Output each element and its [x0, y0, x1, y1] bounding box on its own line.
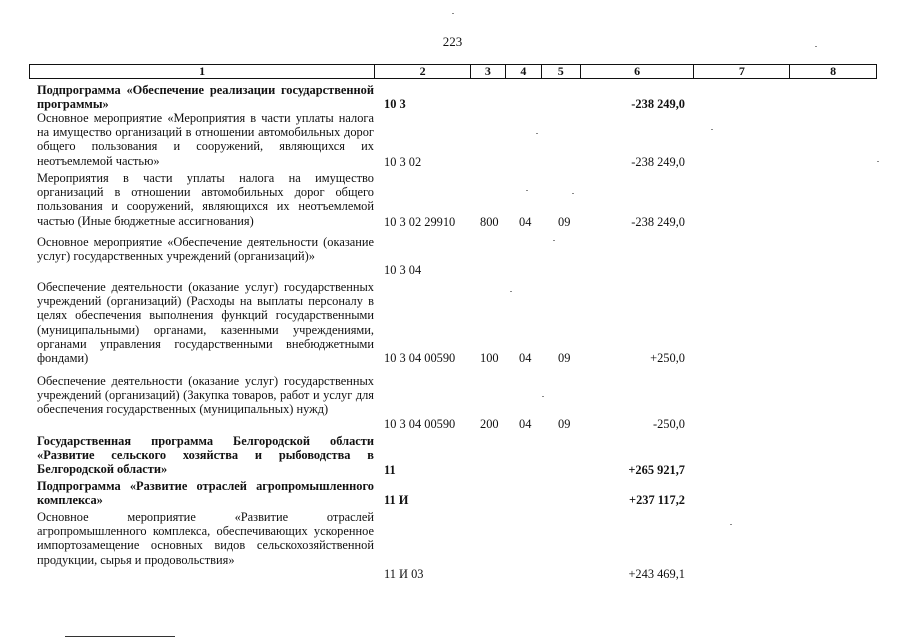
- scan-speck: [572, 193, 574, 194]
- scan-speck: [815, 46, 817, 47]
- table-header-row: [29, 64, 877, 79]
- row-subsection: 09: [558, 215, 571, 229]
- header-col-3: 3: [471, 65, 506, 78]
- row-amount: -238 249,0: [631, 97, 685, 111]
- row-expense-type: 800: [480, 215, 499, 229]
- scan-speck: [711, 129, 713, 130]
- row-code: 10 3 04 00590: [384, 417, 456, 431]
- row-description: Обеспечение деятельности (оказание услуг) государственных учреждений (организаций) (Расходы на выплаты персоналу в целях обеспечения выполнения функций государственными (муниципальными) органами, казенными учреждениями, органами управления государственными внебюджетными фондами): [37, 280, 374, 366]
- row-code: 11 И 03: [384, 567, 424, 581]
- row-code: 10 3 02 29910: [384, 215, 456, 229]
- row-description: Основное мероприятие «Мероприятия в части уплаты налога на имущество организаций в отношении автомобильных дорог общего пользования и сооружений, являющихся их неотъемлемой частью»: [37, 111, 374, 168]
- header-col-8: 8: [830, 64, 837, 78]
- row-code: 11 И: [384, 493, 409, 507]
- row-description: Подпрограмма «Развитие отраслей агропромышленного комплекса»: [37, 479, 374, 508]
- bottom-rule: [65, 636, 175, 637]
- scan-speck: [730, 524, 732, 525]
- row-amount: -238 249,0: [631, 155, 685, 169]
- scan-speck: [526, 190, 528, 191]
- row-section: 04: [519, 417, 532, 431]
- row-expense-type: 200: [480, 417, 499, 431]
- row-code: 11: [384, 463, 396, 477]
- header-col-6: 6: [581, 65, 695, 78]
- scan-speck: [553, 240, 555, 241]
- scan-speck: [536, 133, 538, 134]
- row-amount: -238 249,0: [631, 215, 685, 229]
- header-col-2: 2: [375, 65, 471, 78]
- row-amount: -250,0: [652, 417, 685, 431]
- row-section: 04: [519, 351, 532, 365]
- scan-speck: [542, 396, 544, 397]
- row-expense-type: 100: [480, 351, 499, 365]
- row-amount: +237 117,2: [629, 493, 685, 507]
- scan-speck: [877, 161, 879, 162]
- row-code: 10 3 04 00590: [384, 351, 456, 365]
- row-subsection: 09: [558, 351, 571, 365]
- row-code: 10 3 04: [384, 263, 422, 277]
- row-amount: +243 469,1: [628, 567, 685, 581]
- row-amount: +265 921,7: [628, 463, 685, 477]
- row-description: Государственная программа Белгородской области «Развитие сельского хозяйства и рыбоводства в Белгородской области»: [37, 434, 374, 477]
- scan-speck: [452, 13, 454, 14]
- header-col-4: 4: [506, 65, 542, 78]
- row-description: Подпрограмма «Обеспечение реализации государственной программы»: [37, 83, 374, 112]
- row-description: Мероприятия в части уплаты налога на имущество организаций в отношении автомобильных дорог общего пользования и сооружений, являющихся их неотъемлемой частью (Иные бюджетные ассигнования): [37, 171, 374, 228]
- header-col-7: 7: [694, 65, 790, 78]
- row-code: 10 3 02: [384, 155, 422, 169]
- header-col-1: 1: [30, 65, 375, 78]
- header-col-5: 5: [542, 65, 581, 78]
- row-subsection: 09: [558, 417, 571, 431]
- row-code: 10 3: [384, 97, 406, 111]
- row-description: Обеспечение деятельности (оказание услуг) государственных учреждений (организаций) (Закупка товаров, работ и услуг для обеспечения государственных (муниципальных) нужд): [37, 374, 374, 417]
- page-number: 223: [442, 34, 463, 49]
- row-section: 04: [519, 215, 532, 229]
- row-amount: +250,0: [650, 351, 685, 365]
- row-description: Основное мероприятие «Развитие отраслей агропромышленного комплекса, обеспечивающих ускоренное импортозамещение основных видов сельскохозяйственной продукции, сырья и продовольствия»: [37, 510, 374, 567]
- row-description: Основное мероприятие «Обеспечение деятельности (оказание услуг) государственных учреждений (организаций)»: [37, 235, 374, 264]
- scan-speck: [510, 291, 512, 292]
